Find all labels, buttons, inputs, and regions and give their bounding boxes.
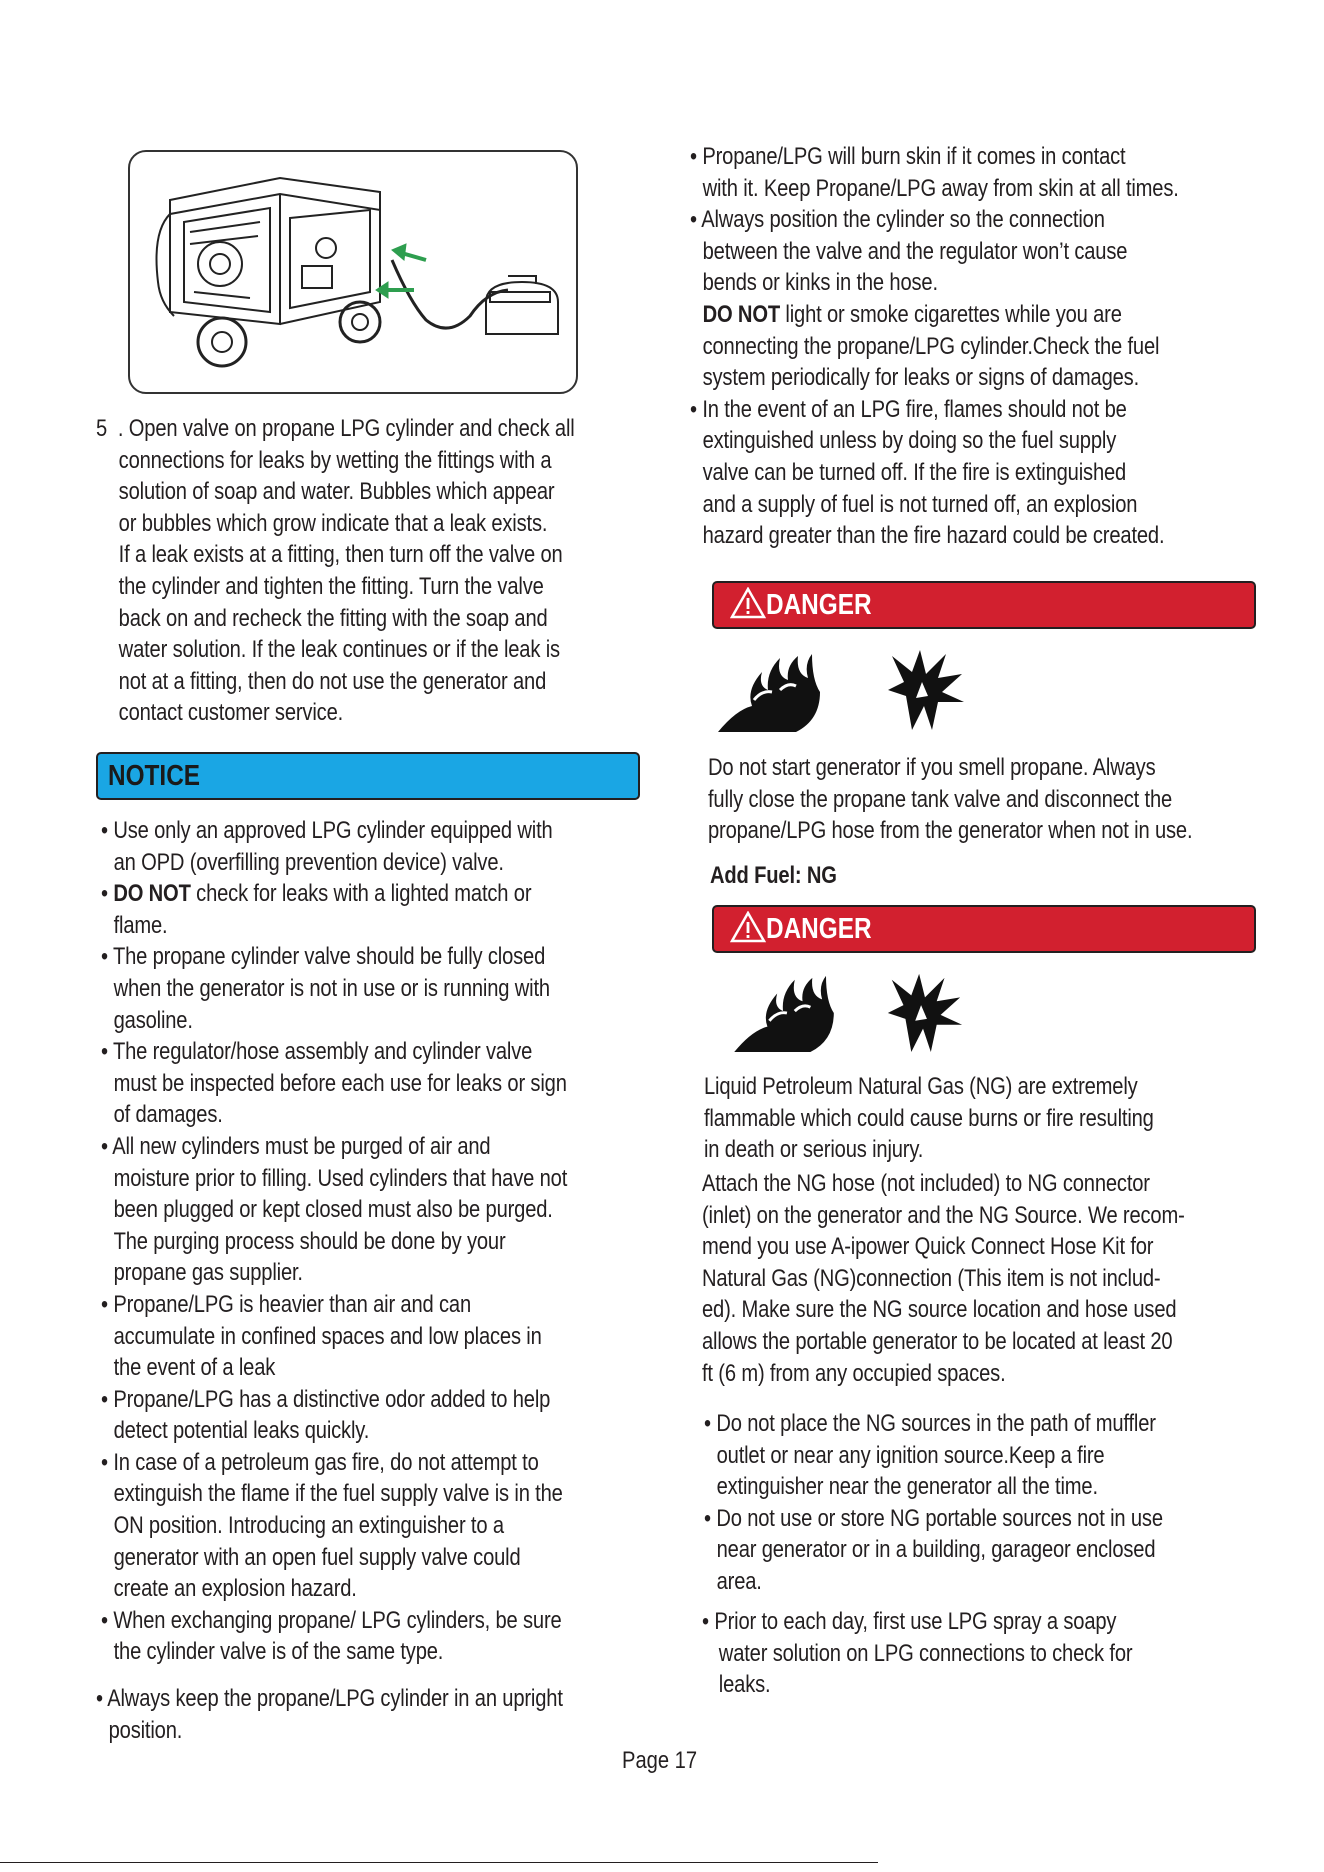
step-5-line: back on and recheck the fitting with the soap and	[118, 604, 548, 632]
danger-text-line: fully close the propane tank valve and disconnect the	[708, 785, 1173, 813]
add-fuel-ng-heading	[710, 860, 837, 892]
ng-paragraph-line: Attach the NG hose (not included) to NG connector	[702, 1170, 1150, 1197]
lpg-safety-line: connecting the propane/LPG cylinder.Check the fuel	[702, 332, 1160, 360]
lpg-safety-line: • Propane/LPG will burn skin if it comes in contact	[690, 143, 1126, 170]
notice-bullet-line: propane gas supplier.	[113, 1259, 303, 1287]
step-5-line: not at a fitting, then do not use the generator and	[118, 667, 547, 695]
notice-bullet-line: an OPD (overfilling prevention device) valve.	[113, 848, 504, 876]
footer-rule	[0, 1862, 878, 1863]
notice-bullet-text: check for leaks with a lighted match or	[190, 880, 532, 908]
danger-text-line: in death or serious injury.	[704, 1136, 924, 1164]
ng-bullet-line: • Prior to each day, first use LPG spray a soapy	[702, 1608, 1117, 1635]
step-5-line: connections for leaks by wetting the fittings with a	[118, 446, 552, 474]
danger-text-line: Do not start generator if you smell propane. Always	[708, 754, 1156, 781]
add-fuel-ng-heading-text: Add Fuel: NG	[710, 862, 837, 889]
notice-bullet-line: position.	[108, 1716, 183, 1744]
ng-connection-paragraph	[702, 1168, 1185, 1389]
lpg-safety-line: bends or kinks in the hose.	[702, 269, 938, 297]
danger-label: DANGER	[766, 589, 872, 621]
danger-text-line: Liquid Petroleum Natural Gas (NG) are extremely	[704, 1073, 1138, 1100]
ng-bullet-line: near generator or in a building, garageor enclosed	[716, 1536, 1156, 1564]
ng-bullet-line: extinguisher near the generator all the time.	[716, 1473, 1098, 1501]
explosion-hazard-icon	[882, 646, 968, 732]
ng-paragraph-line: ft (6 m) from any occupied spaces.	[702, 1359, 1006, 1387]
lpg-safety-line: • Always position the cylinder so the connection	[690, 206, 1105, 234]
notice-bullet-line: flame.	[113, 911, 168, 939]
fire-hazard-icon	[732, 972, 838, 1054]
notice-bullet-line: detect potential leaks quickly.	[113, 1417, 370, 1445]
warning-triangle-icon	[730, 911, 766, 943]
lpg-safety-line: with it. Keep Propane/LPG away from skin at all times.	[702, 174, 1179, 202]
warning-triangle-icon	[730, 587, 766, 619]
explosion-hazard-icon	[882, 970, 966, 1054]
notice-bullet-line: the cylinder valve is of the same type.	[113, 1638, 444, 1666]
step-5-line: If a leak exists at a fitting, then turn off the valve on	[118, 541, 563, 569]
ng-paragraph-line: mend you use A-ipower Quick Connect Hose Kit for	[702, 1233, 1154, 1261]
ng-bullet-last	[702, 1606, 1132, 1701]
ng-paragraph-line: Natural Gas (NG)connection (This item is not includ-	[702, 1264, 1161, 1292]
lpg-safety-line: extinguished unless by doing so the fuel supply	[702, 427, 1117, 455]
generator-lpg-connection-illustration	[128, 150, 578, 394]
notice-bullet-do-not: • DO NOT check for leaks with a lighted match or	[101, 880, 532, 908]
lpg-safety-line: hazard greater than the fire hazard could be created.	[702, 522, 1165, 550]
step-5-line: contact customer service.	[118, 699, 344, 727]
step-5-line: or bubbles which grow indicate that a leak exists.	[118, 509, 548, 537]
lpg-safety-line: valve can be turned off. If the fire is extinguished	[702, 458, 1127, 486]
ng-bullet-line: area.	[716, 1567, 762, 1595]
notice-bullet-line: • When exchanging propane/ LPG cylinders, be sure	[101, 1606, 562, 1634]
fire-hazard-icon	[716, 650, 824, 734]
notice-bullet-line: been plugged or kept closed must also be purged.	[113, 1196, 553, 1224]
page-number: Page 17	[622, 1747, 698, 1774]
ng-bullet-line: • Do not use or store NG portable sources not in use	[704, 1504, 1163, 1532]
danger-banner	[712, 905, 1256, 953]
ng-bullet-list	[704, 1408, 1163, 1598]
do-not-emphasis: DO NOT	[113, 880, 191, 908]
notice-banner	[96, 752, 640, 800]
danger-2-text	[704, 1071, 1154, 1166]
danger-text-line: flammable which could cause burns or fire resulting	[704, 1104, 1154, 1132]
notice-bullet-last	[96, 1683, 563, 1746]
step-5-paragraph	[96, 413, 575, 729]
arrow-icon	[376, 244, 426, 298]
notice-bullet-line: of damages.	[113, 1101, 223, 1129]
notice-bullet-line: gasoline.	[113, 1006, 193, 1034]
notice-bullet-line: • Propane/LPG has a distinctive odor added to help	[101, 1385, 551, 1413]
do-not-emphasis: DO NOT	[702, 300, 780, 328]
ng-paragraph-line: (inlet) on the generator and the NG Source. We recom-	[702, 1201, 1185, 1229]
ng-bullet-line: leaks.	[718, 1671, 771, 1699]
ng-bullet-line: outlet or near any ignition source.Keep a fire	[716, 1441, 1105, 1469]
lpg-safety-text: light or smoke cigarettes while you are	[779, 300, 1122, 328]
ng-bullet-line: • Do not place the NG sources in the path of muffler	[704, 1410, 1156, 1437]
notice-bullet-line: • Use only an approved LPG cylinder equipped with	[101, 817, 553, 844]
notice-bullet-line: extinguish the flame if the fuel supply valve is in the	[113, 1480, 563, 1508]
notice-bullet-line: generator with an open fuel supply valve could	[113, 1543, 521, 1571]
notice-bullet-line: The purging process should be done by your	[113, 1227, 506, 1255]
lpg-safety-bullets	[690, 141, 1179, 552]
step-5-line: water solution. If the leak continues or if the leak is	[118, 636, 560, 664]
notice-label: NOTICE	[108, 760, 201, 792]
notice-bullet-line: • Propane/LPG is heavier than air and can	[101, 1290, 472, 1318]
notice-bullet-line: when the generator is not in use or is running with	[113, 974, 550, 1002]
notice-bullet-line: ON position. Introducing an extinguisher to a	[113, 1512, 504, 1540]
lpg-safety-do-not-line	[690, 299, 1179, 331]
lpg-safety-line: between the valve and the regulator won’t cause	[702, 237, 1128, 265]
danger-1-text	[708, 752, 1192, 847]
step-5-line: the cylinder and tighten the fitting. Turn the valve	[118, 572, 544, 600]
notice-bullet-line: the event of a leak	[113, 1354, 276, 1382]
lpg-safety-line: and a supply of fuel is not turned off, an explosion	[702, 490, 1138, 518]
notice-bullet-line: • All new cylinders must be purged of air and	[101, 1132, 491, 1160]
step-5-line: 5 . Open valve on propane LPG cylinder and check all	[96, 415, 575, 442]
notice-bullet-line: • The regulator/hose assembly and cylinder valve	[101, 1038, 533, 1066]
ng-bullet-line: water solution on LPG connections to check for	[718, 1639, 1133, 1667]
notice-bullet-list	[101, 815, 567, 1668]
ng-paragraph-line: allows the portable generator to be located at least 20	[702, 1327, 1173, 1355]
lpg-safety-line: system periodically for leaks or signs of damages.	[702, 364, 1140, 392]
lpg-safety-line: • In the event of an LPG fire, flames should not be	[690, 395, 1127, 423]
danger-banner	[712, 581, 1256, 629]
notice-bullet-line: create an explosion hazard.	[113, 1575, 357, 1603]
danger-label: DANGER	[766, 913, 872, 945]
notice-bullet-line: accumulate in confined spaces and low places in	[113, 1322, 542, 1350]
ng-paragraph-line: ed). Make sure the NG source location and hose used	[702, 1296, 1177, 1324]
step-5-line: solution of soap and water. Bubbles which appear	[118, 478, 555, 506]
danger-text-line: propane/LPG hose from the generator when not in use.	[708, 817, 1193, 845]
notice-bullet-line: moisture prior to filling. Used cylinders that have not	[113, 1164, 568, 1192]
generator-illustration	[130, 152, 576, 392]
notice-bullet-line: • Always keep the propane/LPG cylinder in an upright	[96, 1685, 563, 1712]
notice-bullet-line: • The propane cylinder valve should be fully closed	[101, 943, 546, 971]
notice-bullet-line: • In case of a petroleum gas fire, do not attempt to	[101, 1448, 539, 1476]
notice-bullet-line: must be inspected before each use for leaks or sign	[113, 1069, 567, 1097]
